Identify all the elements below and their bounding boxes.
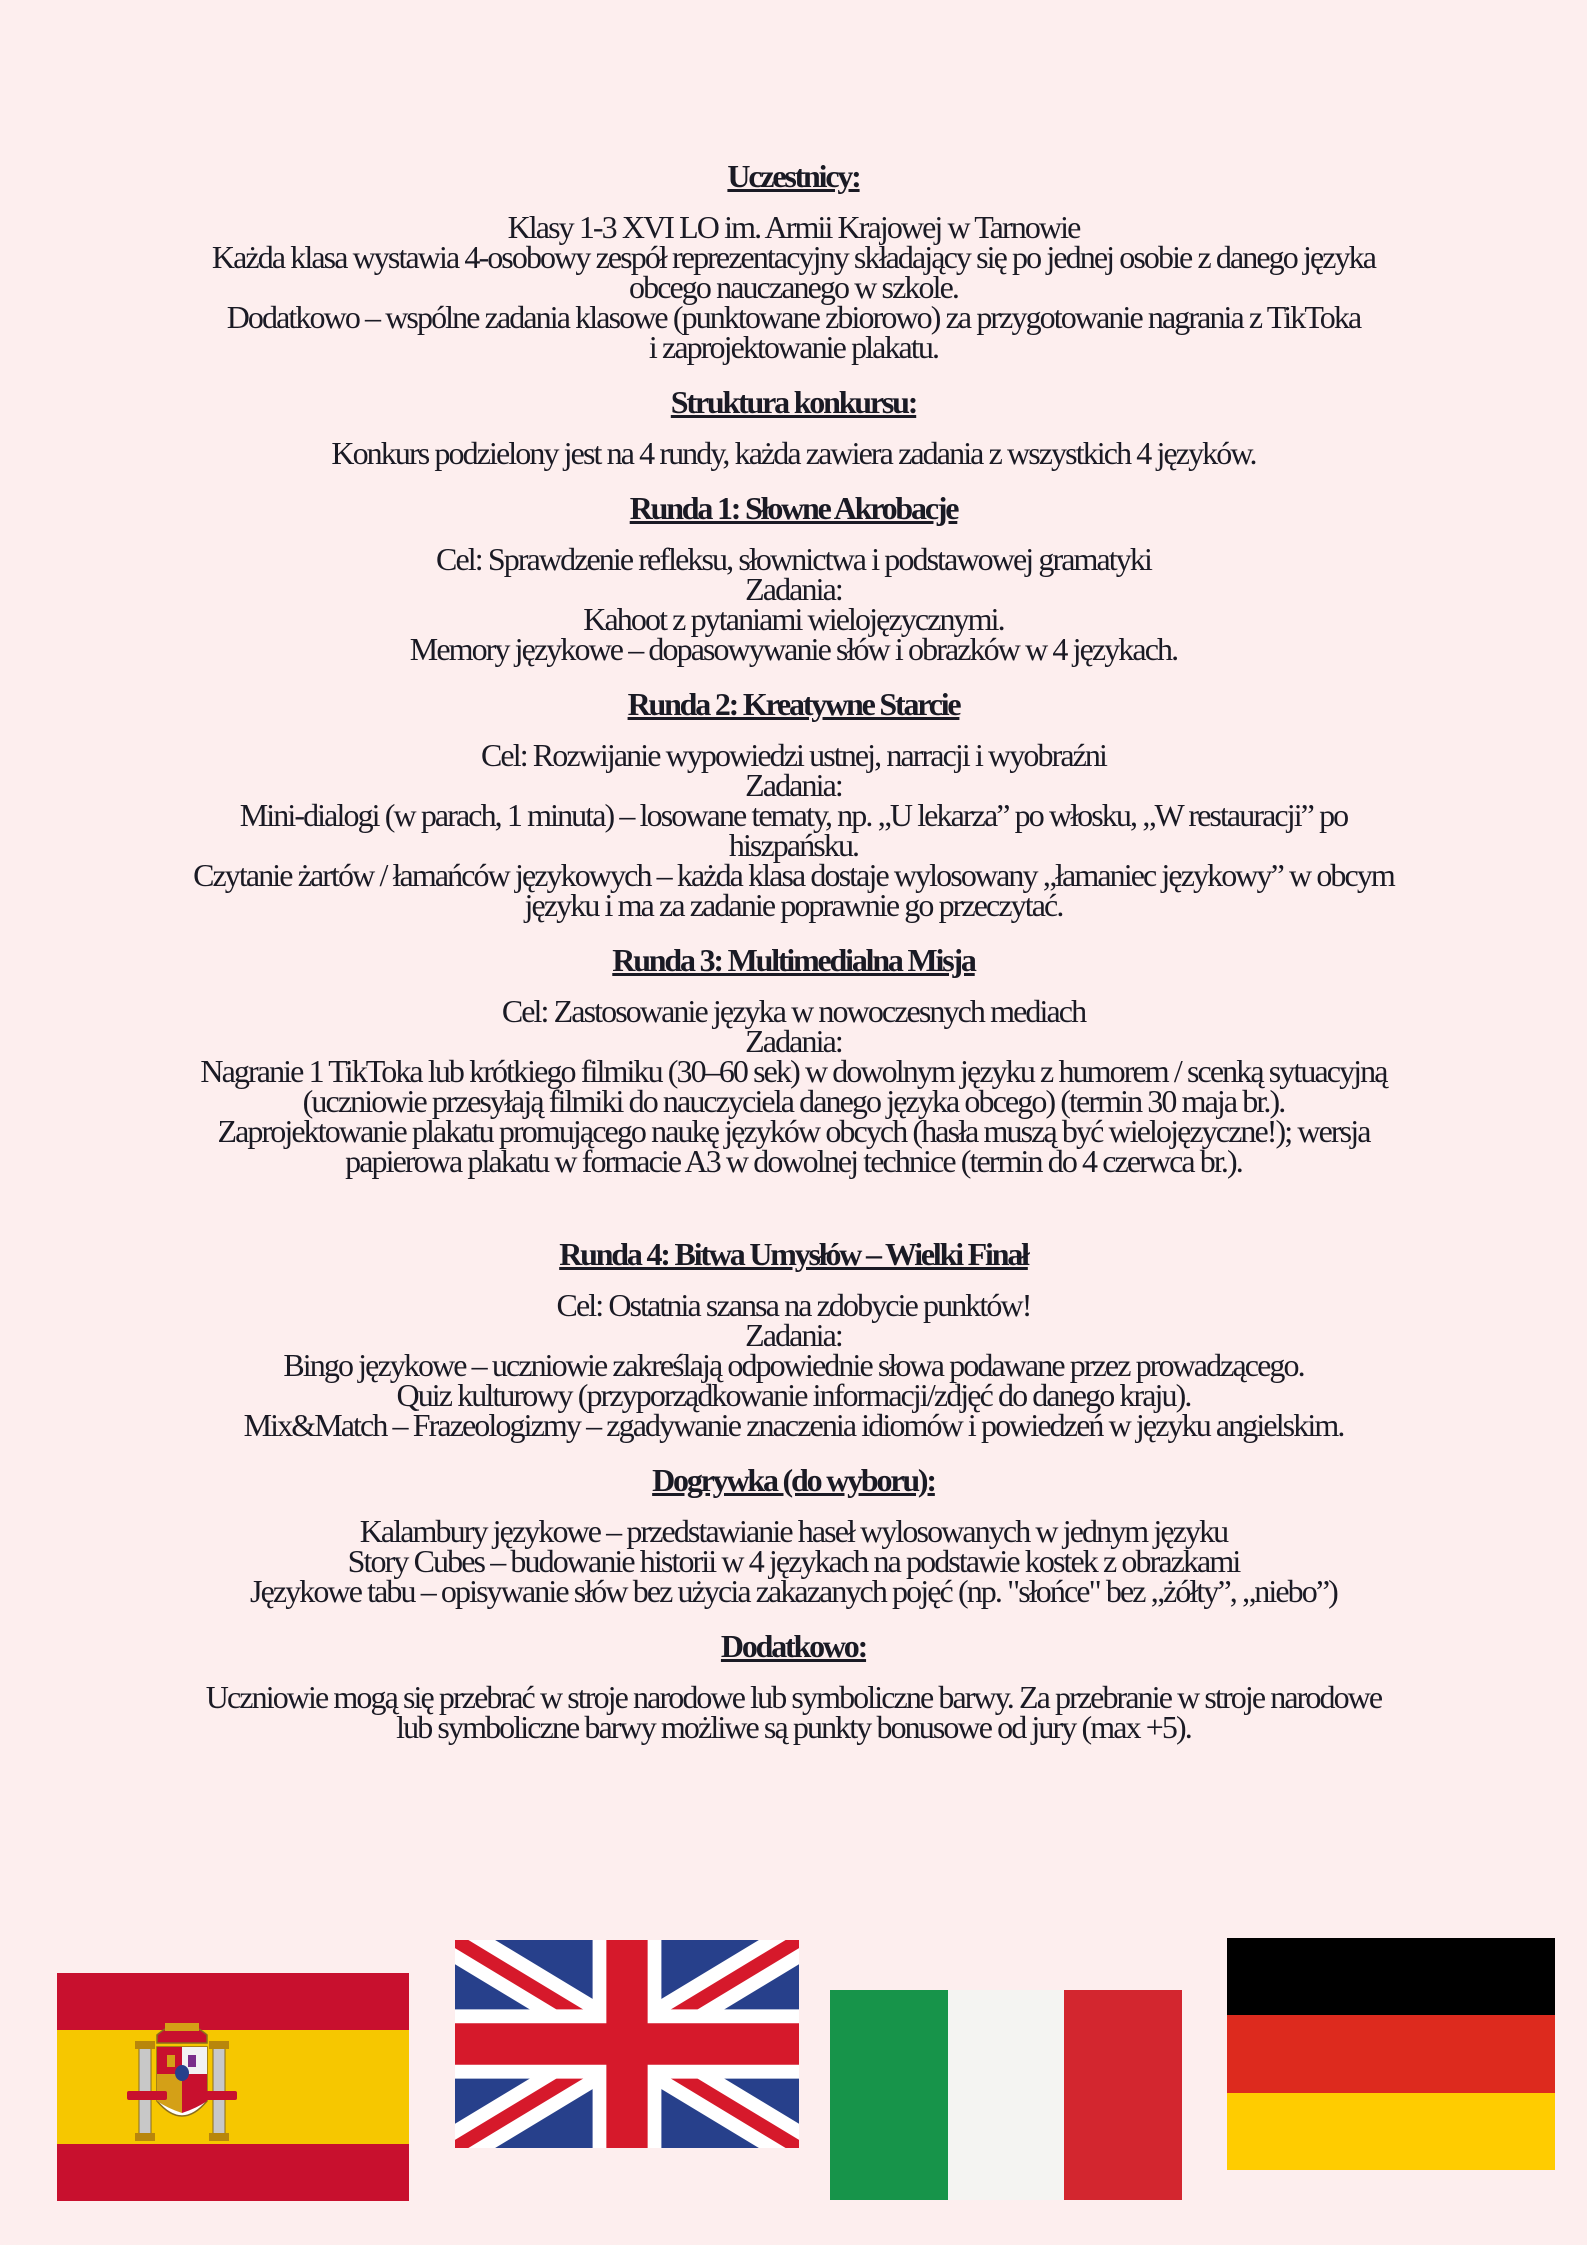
overtime-line: Story Cubes – budowanie historii w 4 językach na podstawie kostek z obrazkami [347, 1543, 1240, 1579]
overtime-line: Językowe tabu – opisywanie słów bez użycia zakazanych pojęć (np. "słońce" bez „żółty”, „niebo”) [250, 1573, 1337, 1609]
participants-line: Klasy 1-3 XVI LO im. Armii Krajowej w Tarnowie [507, 209, 1080, 245]
participants-line: Dodatkowo – wspólne zadania klasowe (punktowane zbiorowo) za przygotowanie nagrania z TikToka [226, 299, 1361, 335]
round1-line: Zadania: [745, 571, 842, 607]
round2-section [100, 686, 1487, 923]
participants-section [100, 158, 1487, 365]
round3-line: Cel: Zastosowanie języka w nowoczesnych mediach [501, 993, 1086, 1029]
spain-flag-icon [57, 1973, 409, 2201]
round1-section [100, 490, 1487, 667]
structure-section [100, 384, 1487, 471]
document-body [100, 158, 1487, 1745]
additional-line: Uczniowie mogą się przebrać w stroje narodowe lub symboliczne barwy. Za przebranie w stroje narodowe [205, 1679, 1382, 1715]
round2-line: Zadania: [745, 767, 842, 803]
round1-line: Memory językowe – dopasowywanie słów i obrazków w 4 językach. [409, 631, 1178, 667]
italy-flag-icon [830, 1990, 1182, 2200]
participants-heading: Uczestnicy: [727, 158, 860, 194]
round4-section [100, 1236, 1487, 1443]
structure-heading: Struktura konkursu: [670, 384, 917, 420]
germany-flag-icon [1227, 1938, 1555, 2170]
overtime-section [100, 1462, 1487, 1609]
round3-section [100, 942, 1487, 1179]
round3-line: Zadania: [745, 1023, 842, 1059]
round3-line: Nagranie 1 TikToka lub krótkiego filmiku (30–60 sek) w dowolnym języku z humorem / scenką sytuacyjną [200, 1053, 1387, 1089]
round4-heading: Runda 4: Bitwa Umysłów – Wielki Finał [559, 1236, 1028, 1272]
round1-line: Kahoot z pytaniami wielojęzycznymi. [583, 601, 1004, 637]
round2-line: języku i ma za zadanie poprawnie go przeczytać. [524, 887, 1063, 923]
participants-line: i zaprojektowanie plakatu. [648, 329, 939, 365]
additional-section [100, 1628, 1487, 1745]
round2-line: Cel: Rozwijanie wypowiedzi ustnej, narracji i wyobraźni [480, 737, 1107, 773]
participants-line: Każda klasa wystawia 4-osobowy zespół reprezentacyjny składający się po jednej osobie z danego języka [211, 239, 1376, 275]
round1-heading: Runda 1: Słowne Akrobacje [629, 490, 958, 526]
overtime-line: Kalambury językowe – przedstawianie haseł wylosowanych w jednym języku [359, 1513, 1228, 1549]
round3-heading: Runda 3: Multimedialna Misja [612, 942, 975, 978]
round2-line: Czytanie żartów / łamańców językowych – każda klasa dostaje wylosowany „łamaniec językowy” w obcym [193, 857, 1394, 893]
round3-line: Zaprojektowanie plakatu promującego naukę języków obcych (hasła muszą być wielojęzyczne!); wersja [217, 1113, 1370, 1149]
round4-line: Cel: Ostatnia szansa na zdobycie punktów! [556, 1287, 1031, 1323]
round3-line: papierowa plakatu w formacie A3 w dowolnej technice (termin do 4 czerwca br.). [345, 1143, 1242, 1179]
structure-line: Konkurs podzielony jest na 4 rundy, każda zawiera zadania z wszystkich 4 języków. [331, 435, 1256, 471]
additional-heading: Dodatkowo: [720, 1628, 867, 1664]
round4-line: Quiz kulturowy (przyporządkowanie informacji/zdjęć do danego kraju). [396, 1377, 1191, 1413]
additional-line: lub symboliczne barwy możliwe są punkty bonusowe od jury (max +5). [396, 1709, 1191, 1745]
round4-line: Bingo językowe – uczniowie zakreślają odpowiednie słowa podawane przez prowadzącego. [283, 1347, 1304, 1383]
participants-line: obcego nauczanego w szkole. [629, 269, 958, 305]
round2-heading: Runda 2: Kreatywne Starcie [627, 686, 960, 722]
round4-line: Zadania: [745, 1317, 842, 1353]
round3-line: (uczniowie przesyłają filmiki do nauczyciela danego języka obcego) (termin 30 maja br.). [302, 1083, 1285, 1119]
round1-line: Cel: Sprawdzenie refleksu, słownictwa i podstawowej gramatyki [436, 541, 1151, 577]
round2-line: Mini-dialogi (w parach, 1 minuta) – losowane tematy, np. „U lekarza” po włosku, „W restauracji” po [239, 797, 1348, 833]
uk-flag-icon [455, 1940, 799, 2148]
round4-line: Mix&Match – Frazeologizmy – zgadywanie znaczenia idiomów i powiedzeń w języku angielskim. [243, 1407, 1344, 1443]
overtime-heading: Dogrywka (do wyboru): [652, 1462, 935, 1498]
round2-line: hiszpańsku. [728, 827, 859, 863]
